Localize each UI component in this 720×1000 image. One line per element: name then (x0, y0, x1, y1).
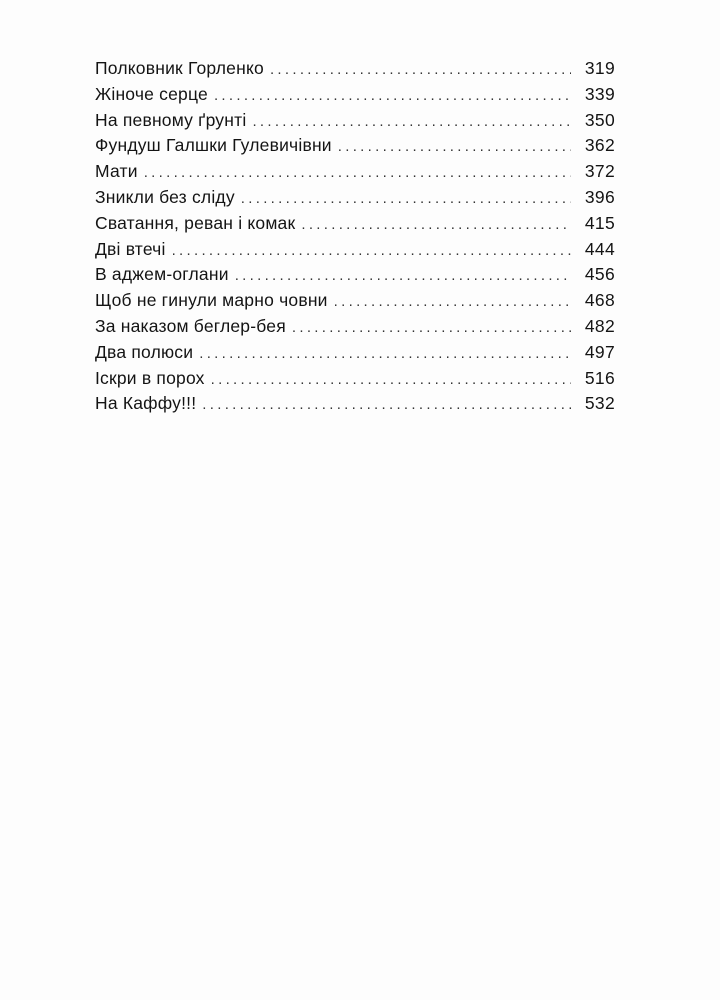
toc-entry (95, 56, 615, 82)
toc-dot-leader (334, 289, 571, 315)
toc-entry (95, 340, 615, 366)
toc-entry (95, 133, 615, 159)
toc-dot-leader (172, 238, 571, 264)
toc-entry-title: Полковник Горленко (95, 58, 264, 78)
toc-entry-title: На певному ґрунті (95, 109, 247, 130)
table-of-contents (95, 56, 615, 417)
toc-entry-page: 516 (584, 367, 615, 388)
toc-dot-leader (211, 367, 571, 393)
toc-entry-title: Два полюси (95, 341, 194, 362)
toc-entry-title: Жіноче серце (95, 83, 208, 104)
toc-entry-title: На Каффу!!! (95, 393, 197, 414)
toc-entry-page: 362 (584, 135, 615, 156)
toc-entry-page: 468 (584, 290, 615, 311)
toc-entry (95, 262, 615, 288)
toc-entry-title: Мати (95, 161, 138, 182)
toc-entry-title: В аджем-оглани (95, 264, 229, 285)
toc-entry-title: Щоб не гинули марно човни (95, 290, 328, 311)
toc-entry-page: 444 (584, 238, 615, 259)
toc-dot-leader (338, 134, 571, 160)
toc-entry (95, 185, 615, 211)
toc-dot-leader (214, 83, 571, 109)
toc-entry-page: 396 (584, 186, 615, 207)
toc-entry-page: 415 (584, 212, 615, 233)
toc-dot-leader (241, 186, 571, 212)
toc-entry-title: Зникли без сліду (95, 186, 235, 207)
toc-entry (95, 108, 615, 134)
toc-dot-leader (144, 160, 571, 186)
toc-entry (95, 314, 615, 340)
toc-entry-title: Фундуш Галшки Гулевичівни (95, 135, 332, 156)
toc-entry-page: 339 (584, 83, 615, 104)
toc-entry-title: За наказом беглер-бея (95, 315, 286, 336)
toc-entry-title: Сватання, реван і комак (95, 212, 296, 233)
toc-entry-page: 350 (584, 109, 615, 130)
toc-entry (95, 288, 615, 314)
toc-entry-page: 456 (584, 264, 615, 285)
toc-entry-title: Дві втечі (95, 238, 166, 259)
toc-entry-page: 319 (584, 58, 615, 78)
toc-dot-leader (235, 263, 571, 289)
toc-entry (95, 159, 615, 185)
toc-dot-leader (270, 57, 571, 83)
toc-dot-leader (252, 109, 571, 135)
toc-entry-page: 532 (584, 393, 615, 414)
toc-entry-page: 482 (584, 315, 615, 336)
toc-entry-page: 372 (584, 161, 615, 182)
toc-entry (95, 366, 615, 392)
toc-dot-leader (301, 212, 571, 238)
toc-entry (95, 82, 615, 108)
toc-entry (95, 237, 615, 263)
toc-dot-leader (202, 392, 571, 418)
toc-entry (95, 391, 615, 417)
toc-dot-leader (292, 315, 571, 341)
toc-entry (95, 211, 615, 237)
toc-entry-title: Іскри в порох (95, 367, 205, 388)
toc-dot-leader (199, 341, 571, 367)
toc-entry-page: 497 (584, 341, 615, 362)
